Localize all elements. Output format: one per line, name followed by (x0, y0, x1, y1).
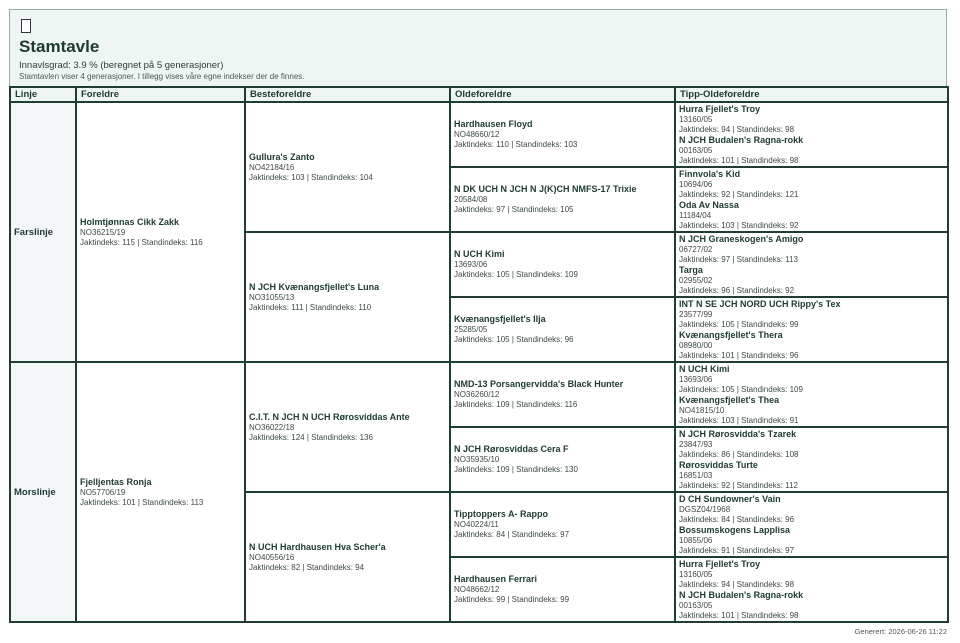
registration-number: 13160/05 (679, 114, 713, 124)
registration-number: NO41815/10 (679, 405, 725, 415)
page-header (9, 9, 947, 87)
index-values: Jaktindeks: 111 | Standindeks: 110 (249, 302, 372, 312)
dog-name[interactable]: N JCH Budalen's Ragna-rokk (679, 134, 804, 145)
index-values: Jaktindeks: 94 | Standindeks: 98 (679, 579, 795, 589)
registration-number: 16851/03 (679, 470, 713, 480)
gg-grandparents-cell (675, 492, 948, 557)
column-header-greatgrandparents: Oldeforeldre (450, 87, 675, 102)
dog-name[interactable]: Bossumskogens Lapplisa (679, 524, 791, 535)
index-values: Jaktindeks: 97 | Standindeks: 113 (679, 254, 798, 264)
dog-name[interactable]: D CH Sundowner's Vain (679, 493, 781, 504)
registration-number: 02955/02 (679, 275, 713, 285)
index-values: Jaktindeks: 97 | Standindeks: 105 (454, 205, 574, 214)
dog-name[interactable]: Holmtjønnas Cikk Zakk (80, 216, 180, 227)
dog-name[interactable]: N JCH Kvænangsfjellet's Luna (249, 281, 380, 292)
gg-grandparents-cell (675, 232, 948, 297)
registration-number: 10855/06 (679, 535, 713, 545)
dog-cell[interactable] (450, 492, 675, 557)
dog-name[interactable]: Kvænangsfjellet's Thera (679, 329, 783, 340)
dog-name[interactable]: Gullura's Zanto (249, 151, 315, 162)
dog-cell[interactable] (450, 297, 675, 362)
dog-name[interactable]: N UCH Hardhausen Hva Scher'a (249, 541, 386, 552)
index-values: Jaktindeks: 101 | Standindeks: 98 (679, 610, 799, 620)
index-values: Jaktindeks: 96 | Standindeks: 92 (679, 285, 795, 295)
registration-number: NO36022/18 (249, 422, 295, 432)
dog-cell[interactable] (245, 102, 450, 232)
gg-grandparents-cell (675, 167, 948, 232)
registration-number: 08980/00 (679, 340, 713, 350)
registration-number: NO40556/16 (249, 552, 295, 562)
index-values: Jaktindeks: 101 | Standindeks: 98 (679, 155, 799, 165)
gg-grandparents-cell (675, 362, 948, 427)
dog-name[interactable]: Oda Av Nassa (679, 199, 739, 210)
registration-number: 00163/05 (679, 145, 713, 155)
registration-number: NO48662/12 (454, 585, 500, 594)
registration-number: 06727/02 (679, 244, 713, 254)
registration-number: 11184/04 (679, 210, 712, 220)
generated-timestamp: Generert: 2026-06-26 11:22 (854, 627, 947, 636)
dog-cell[interactable] (450, 232, 675, 297)
index-values: Jaktindeks: 105 | Standindeks: 96 (454, 335, 574, 344)
index-values: Jaktindeks: 92 | Standindeks: 112 (679, 480, 798, 490)
index-values: Jaktindeks: 99 | Standindeks: 99 (454, 595, 570, 604)
gg-grandparents-cell (675, 102, 948, 167)
index-values: Jaktindeks: 84 | Standindeks: 96 (679, 514, 795, 524)
registration-number: NO40224/11 (454, 520, 499, 529)
dog-cell[interactable] (245, 492, 450, 622)
index-values: Jaktindeks: 101 | Standindeks: 113 (80, 497, 204, 507)
dog-cell[interactable] (450, 427, 675, 492)
dog-name[interactable]: Tipptoppers A- Rappo (454, 509, 548, 519)
dog-cell[interactable] (450, 102, 675, 167)
document-icon (21, 19, 31, 33)
index-values: Jaktindeks: 105 | Standindeks: 109 (679, 384, 803, 394)
registration-number: NO48660/12 (454, 130, 500, 139)
column-header-line: Linje (10, 87, 76, 102)
dog-name[interactable]: Kvænangsfjellet's Ilja (454, 314, 546, 324)
dog-name[interactable]: Hurra Fjellet's Troy (679, 558, 761, 569)
registration-number: NO36215/19 (80, 227, 126, 237)
column-header-gg-grandparents: Tipp-Oldeforeldre (675, 87, 948, 102)
table-header-row (10, 87, 948, 102)
index-values: Jaktindeks: 103 | Standindeks: 91 (679, 415, 799, 425)
table-row (10, 362, 948, 427)
registration-number: DGSZ04/1968 (679, 504, 731, 514)
table-row (10, 102, 948, 167)
index-values: Jaktindeks: 115 | Standindeks: 116 (80, 237, 203, 247)
index-values: Jaktindeks: 105 | Standindeks: 99 (679, 319, 799, 329)
gg-grandparents-cell (675, 427, 948, 492)
dog-name[interactable]: INT N SE JCH NORD UCH Rippy's Tex (679, 298, 841, 309)
dog-cell[interactable] (450, 362, 675, 427)
registration-number: NO35935/10 (454, 455, 500, 464)
index-values: Jaktindeks: 110 | Standindeks: 103 (454, 140, 578, 149)
index-values: Jaktindeks: 92 | Standindeks: 121 (679, 189, 799, 199)
pedigree-note: Stamtavlen viser 4 generasjoner. I tillegg vises våre egne indekser der de finnes. (19, 72, 305, 81)
index-values: Jaktindeks: 101 | Standindeks: 96 (679, 350, 799, 360)
dog-name[interactable]: N JCH Rørosviddas Cera F (454, 444, 569, 454)
index-values: Jaktindeks: 105 | Standindeks: 109 (454, 270, 578, 279)
dog-cell[interactable] (76, 362, 245, 622)
dog-name[interactable]: N JCH Budalen's Ragna-rokk (679, 589, 804, 600)
index-values: Jaktindeks: 109 | Standindeks: 116 (454, 400, 578, 409)
registration-number: 13693/06 (454, 260, 488, 269)
index-values: Jaktindeks: 103 | Standindeks: 104 (249, 172, 373, 182)
registration-number: NO31055/13 (249, 292, 295, 302)
registration-number: 00163/05 (679, 600, 713, 610)
dog-cell[interactable] (76, 102, 245, 362)
dog-name[interactable]: Targa (679, 264, 703, 275)
dog-name[interactable]: Rørosviddas Turte (679, 459, 758, 470)
registration-number: NO36260/12 (454, 390, 500, 399)
gg-grandparents-cell (675, 297, 948, 362)
dog-name[interactable]: Hurra Fjellet's Troy (679, 103, 761, 114)
dog-name[interactable]: NMD-13 Porsangervidda's Black Hunter (454, 379, 624, 389)
registration-number: 23847/93 (679, 439, 713, 449)
registration-number: 25285/05 (454, 325, 488, 334)
pedigree-table (9, 86, 949, 623)
gg-grandparents-cell (675, 557, 948, 622)
sire-line-label: Farslinje (10, 102, 76, 362)
column-header-grandparents: Besteforeldre (245, 87, 450, 102)
dog-name[interactable]: N JCH Graneskogen's Amigo (679, 233, 804, 244)
dam-line-label: Morslinje (10, 362, 76, 622)
registration-number: 13693/06 (679, 374, 713, 384)
dog-name[interactable]: Hardhausen Floyd (454, 119, 533, 129)
dog-name[interactable]: C.I.T. N JCH N UCH Rørosviddas Ante (249, 411, 410, 422)
dog-name[interactable]: N UCH Kimi (679, 363, 730, 374)
registration-number: 10694/06 (679, 179, 713, 189)
registration-number: 23577/99 (679, 309, 713, 319)
index-values: Jaktindeks: 84 | Standindeks: 97 (454, 530, 570, 539)
dog-cell[interactable] (450, 167, 675, 232)
dog-cell[interactable] (450, 557, 675, 622)
registration-number: NO57706/19 (80, 487, 126, 497)
index-values: Jaktindeks: 94 | Standindeks: 98 (679, 124, 795, 134)
index-values: Jaktindeks: 91 | Standindeks: 97 (679, 545, 795, 555)
dog-name[interactable]: Fjelljentas Ronja (80, 476, 152, 487)
index-values: Jaktindeks: 109 | Standindeks: 130 (454, 465, 578, 474)
dog-name[interactable]: N UCH Kimi (454, 249, 505, 259)
index-values: Jaktindeks: 82 | Standindeks: 94 (249, 562, 365, 572)
dog-name[interactable]: Kvænangsfjellet's Thea (679, 394, 780, 405)
dog-name[interactable]: N JCH Rørosvidda's Tzarek (679, 428, 797, 439)
dog-name[interactable]: Finnvola's Kid (679, 168, 741, 179)
page-title: Stamtavle (19, 37, 100, 56)
dog-name[interactable]: N DK UCH N JCH N J(K)CH NMFS-17 Trixie (454, 184, 637, 194)
dog-cell[interactable] (245, 232, 450, 362)
dog-name[interactable]: Hardhausen Ferrari (454, 574, 538, 584)
index-values: Jaktindeks: 124 | Standindeks: 136 (249, 432, 373, 442)
index-values: Jaktindeks: 86 | Standindeks: 108 (679, 449, 799, 459)
registration-number: 13160/05 (679, 569, 713, 579)
registration-number: 20584/08 (454, 195, 488, 204)
index-values: Jaktindeks: 103 | Standindeks: 92 (679, 220, 799, 230)
column-header-parents: Foreldre (76, 87, 245, 102)
inbreeding-info: Innavlsgrad: 3.9 % (beregnet på 5 generasjoner) (19, 60, 224, 71)
registration-number: NO42184/16 (249, 162, 295, 172)
dog-cell[interactable] (245, 362, 450, 492)
